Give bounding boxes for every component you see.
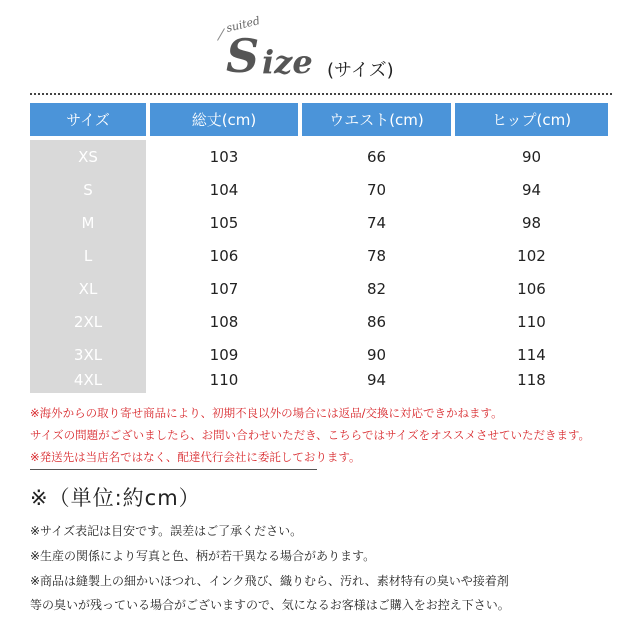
- cell-size: M: [30, 206, 146, 239]
- cell-length: 103: [209, 147, 239, 166]
- note-size-guide: ※サイズ表記は目安です。誤差はご了承ください。: [30, 524, 303, 538]
- cell-waist: 78: [366, 246, 387, 265]
- cell-hip: 110: [517, 312, 546, 331]
- cell-length: 109: [209, 345, 239, 364]
- cell-length: 106: [209, 246, 239, 265]
- cell-hip: 114: [517, 345, 546, 364]
- cell-size: XL: [30, 272, 146, 305]
- cell-hip: 118: [517, 371, 546, 389]
- cell-hip: 106: [517, 279, 546, 298]
- section-divider: [30, 469, 317, 470]
- cell-waist: 74: [366, 213, 387, 232]
- cell-size: S: [30, 173, 146, 206]
- header-length: 総丈(cm): [150, 103, 298, 136]
- table-row: [30, 239, 612, 272]
- table-body: [30, 140, 612, 393]
- table-row: [30, 173, 612, 206]
- warning-note-shipping: ※発送先は当店名ではなく、配達代行会社に委託しております。: [30, 450, 361, 464]
- table-row: [30, 206, 612, 239]
- table-row: [30, 305, 612, 338]
- warning-note-returns: ※海外からの取り寄せ商品により、初期不良以外の場合には返品/交換に対応できかねます。: [30, 406, 503, 420]
- table-row: [30, 371, 612, 393]
- cell-hip: 94: [521, 180, 542, 199]
- cell-waist: 70: [366, 180, 387, 199]
- cell-length: 107: [209, 279, 239, 298]
- cell-waist: 86: [366, 312, 387, 331]
- cell-size: 2XL: [30, 305, 146, 338]
- cell-waist: 90: [366, 345, 387, 364]
- cell-size: 4XL: [30, 371, 146, 393]
- table-header-row: [30, 103, 612, 136]
- header-waist: ウエスト(cm): [302, 103, 451, 136]
- cell-waist: 66: [366, 147, 387, 166]
- cell-hip: 98: [521, 213, 542, 232]
- warning-note-size-help: サイズの問題がございましたら、お問い合わせいただき、こちらではサイズをオススメさせていただきます。: [30, 428, 591, 442]
- script-word: suited: [224, 14, 262, 35]
- note-color-variance: ※生産の関係により写真と色、柄が若干異なる場合があります。: [30, 549, 376, 563]
- table-row: [30, 272, 612, 305]
- size-table: [30, 103, 612, 393]
- size-chart-header: [0, 0, 640, 92]
- cell-size: 3XL: [30, 338, 146, 371]
- cell-waist: 94: [366, 371, 387, 389]
- note-quality-line1: ※商品は縫製上の細かいほつれ、インク飛び、織りむら、汚れ、素材特有の臭いや接着剤: [30, 574, 509, 588]
- table-row: [30, 140, 612, 173]
- table-row: [30, 338, 612, 371]
- header-hip: ヒップ(cm): [455, 103, 608, 136]
- title-subtitle: (サイズ): [327, 60, 394, 81]
- dotted-divider: [30, 93, 612, 95]
- cell-size: XS: [30, 140, 146, 173]
- note-quality-line2: 等の臭いが残っている場合がございますので、気になるお客様はご購入をお控え下さい。: [30, 598, 510, 612]
- cell-length: 110: [209, 371, 239, 389]
- cell-length: 108: [209, 312, 239, 331]
- cell-waist: 82: [366, 279, 387, 298]
- title-letter: S: [226, 29, 260, 83]
- decorative-line: [217, 28, 225, 41]
- title-rest: ize: [262, 43, 313, 81]
- cell-hip: 90: [521, 147, 542, 166]
- cell-size: L: [30, 239, 146, 272]
- cell-hip: 102: [517, 246, 546, 265]
- header-size: サイズ: [30, 103, 146, 136]
- unit-label: ※（単位:約cm）: [30, 486, 201, 510]
- cell-length: 104: [209, 180, 239, 199]
- cell-length: 105: [209, 213, 239, 232]
